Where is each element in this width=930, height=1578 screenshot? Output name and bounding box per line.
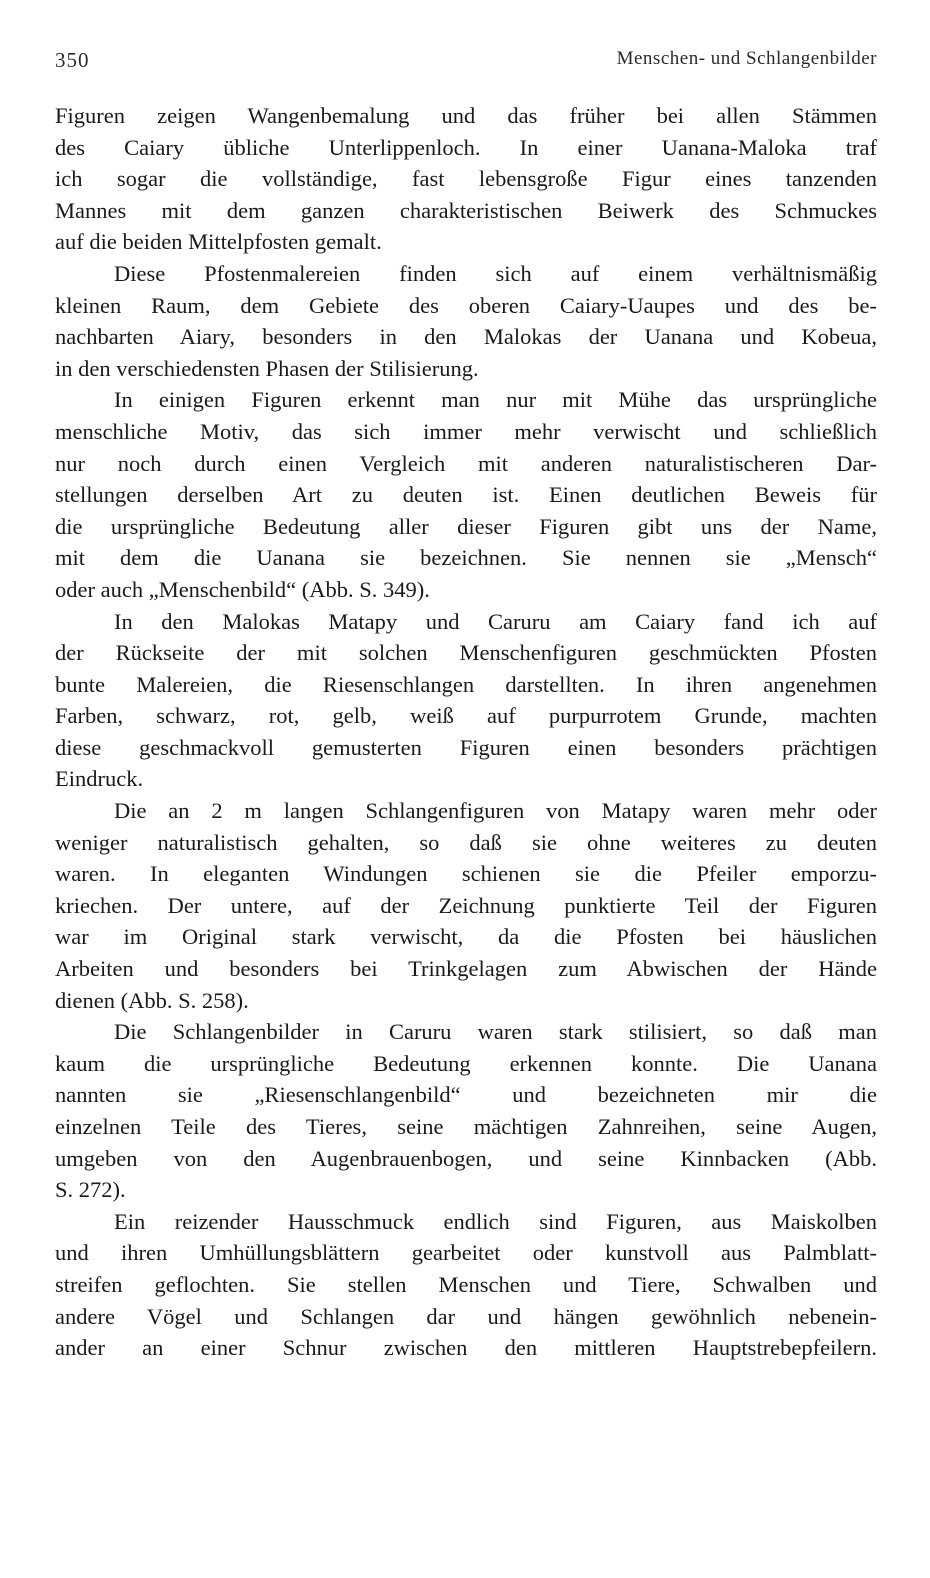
text-line: ich sogar die vollständige, fast lebensgroße Figur eines tanzenden — [55, 166, 877, 192]
page-header — [55, 48, 877, 78]
text-line: des Caiary übliche Unterlippenloch. In einer Uanana-Maloka traf — [55, 134, 877, 160]
text-line: andere Vögel und Schlangen dar und hängen gewöhnlich nebenein- — [55, 1303, 877, 1329]
text-line: bunte Malereien, die Riesenschlangen darstellten. In ihren angenehmen — [55, 671, 877, 697]
text-line: kriechen. Der untere, auf der Zeichnung punktierte Teil der Figuren — [55, 892, 877, 918]
text-line: oder auch „Menschenbild“ (Abb. S. 349). — [55, 576, 430, 602]
text-line: diese geschmackvoll gemusterten Figuren einen besonders prächtigen — [55, 734, 877, 760]
running-head: Menschen- und Schlangenbilder — [616, 48, 877, 69]
text-line: In einigen Figuren erkennt man nur mit Mühe das ursprüngliche — [114, 387, 877, 413]
text-line: ander an einer Schnur zwischen den mittleren Hauptstrebepfeilern. — [55, 1335, 877, 1361]
text-line: stellungen derselben Art zu deuten ist. Einen deutlichen Beweis für — [55, 482, 877, 508]
body-text — [55, 100, 877, 1364]
text-line: In den Malokas Matapy und Caruru am Caiary fand ich auf — [114, 608, 877, 634]
text-line: Mannes mit dem ganzen charakteristischen Beiwerk des Schmuckes — [55, 197, 877, 223]
text-line: Die Schlangenbilder in Caruru waren stark stilisiert, so daß man — [114, 1019, 877, 1045]
text-line: Arbeiten und besonders bei Trinkgelagen zum Abwischen der Hände — [55, 956, 877, 982]
text-line: nachbarten Aiary, besonders in den Malokas der Uanana und Kobeua, — [55, 324, 877, 350]
text-line: Figuren zeigen Wangenbemalung und das früher bei allen Stämmen — [55, 103, 877, 128]
text-line: S. 272). — [55, 1177, 126, 1203]
text-line: war im Original stark verwischt, da die Pfosten bei häuslichen — [55, 924, 877, 950]
text-line: nannten sie „Riesenschlangenbild“ und bezeichneten mir die — [55, 1082, 877, 1108]
text-line: mit dem die Uanana sie bezeichnen. Sie nennen sie „Mensch“ — [55, 545, 877, 571]
text-line: Die an 2 m langen Schlangenfiguren von Matapy waren mehr oder — [114, 798, 877, 824]
text-line: nur noch durch einen Vergleich mit anderen naturalistischeren Dar- — [55, 450, 877, 476]
text-line: kleinen Raum, dem Gebiete des oberen Caiary-Uaupes und des be- — [55, 292, 877, 318]
text-line: streifen geflochten. Sie stellen Menschen und Tiere, Schwalben und — [55, 1271, 877, 1297]
text-line: in den verschiedensten Phasen der Stilisierung. — [55, 355, 479, 381]
text-line: Eindruck. — [55, 766, 144, 792]
text-line: Diese Pfostenmalereien finden sich auf einem verhältnismäßig — [114, 260, 877, 286]
text-line: Farben, schwarz, rot, gelb, weiß auf purpurrotem Grunde, machten — [55, 703, 877, 729]
text-line: umgeben von den Augenbrauenbogen, und seine Kinnbacken (Abb. — [55, 1145, 877, 1171]
text-line: menschliche Motiv, das sich immer mehr verwischt und schließlich — [55, 418, 877, 444]
text-line: die ursprüngliche Bedeutung aller dieser Figuren gibt uns der Name, — [55, 513, 877, 539]
text-line: waren. In eleganten Windungen schienen sie die Pfeiler emporzu- — [55, 861, 877, 887]
text-line: dienen (Abb. S. 258). — [55, 987, 249, 1013]
text-line: kaum die ursprüngliche Bedeutung erkennen konnte. Die Uanana — [55, 1050, 877, 1076]
text-line: auf die beiden Mittelpfosten gemalt. — [55, 229, 382, 255]
text-line: und ihren Umhüllungsblättern gearbeitet oder kunstvoll aus Palmblatt- — [55, 1240, 877, 1266]
page-number: 350 — [55, 48, 90, 72]
text-line: Ein reizender Hausschmuck endlich sind Figuren, aus Maiskolben — [114, 1208, 877, 1234]
text-line: weniger naturalistisch gehalten, so daß sie ohne weiteres zu deuten — [55, 829, 877, 855]
text-line: der Rückseite der mit solchen Menschenfiguren geschmückten Pfosten — [55, 640, 877, 666]
text-line: einzelnen Teile des Tieres, seine mächtigen Zahnreihen, seine Augen, — [55, 1114, 877, 1139]
